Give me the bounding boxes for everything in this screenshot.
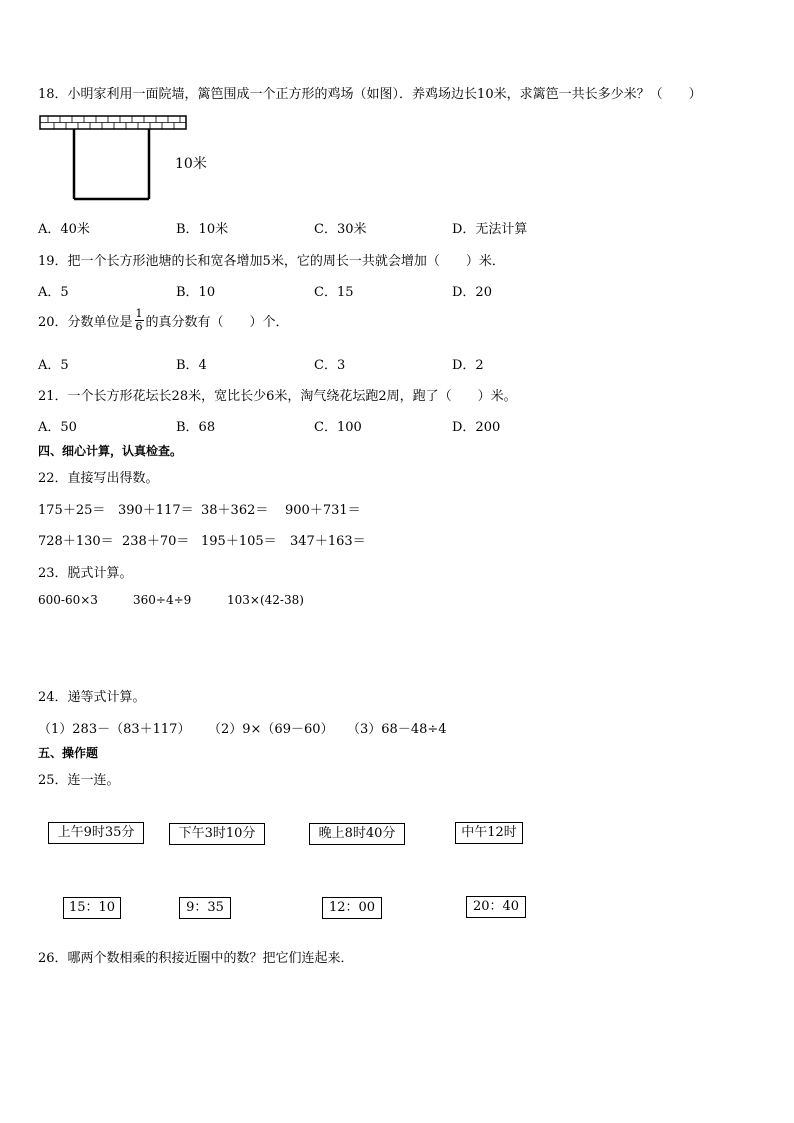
q25-bottom-box[interactable]: 15：10 — [63, 897, 121, 919]
q22-item: 728＋130＝ — [38, 534, 114, 549]
q21-option-b[interactable]: B．68 — [176, 420, 216, 435]
q25-top-box[interactable]: 晚上8时40分 — [309, 823, 405, 845]
q23-item: 360÷4÷9 — [133, 593, 192, 607]
q18-option-a[interactable]: A．40米 — [38, 222, 90, 237]
q25-bottom-box[interactable]: 9：35 — [179, 897, 231, 919]
q20-text-before: 20．分数单位是 — [38, 314, 133, 330]
q25-text: 25．连一连。 — [38, 773, 120, 788]
q24-item: （2）9×（69－60） — [208, 722, 334, 737]
q25-bottom-box[interactable]: 12：00 — [322, 897, 382, 919]
q23-item: 103×(42-38) — [227, 593, 304, 607]
q18-option-c[interactable]: C．30米 — [314, 222, 367, 237]
q22-item: 195＋105＝ — [201, 534, 277, 549]
q22-item: 900＋731＝ — [285, 503, 361, 518]
q22-item: 175＋25＝ — [38, 503, 106, 518]
q19-option-d[interactable]: D．20 — [452, 285, 492, 300]
q19-text: 19．把一个长方形池塘的长和宽各增加5米，它的周长一共就会增加（ ）米． — [38, 254, 505, 269]
q21-option-a[interactable]: A．50 — [38, 420, 77, 435]
q18-figure-label: 10米 — [175, 156, 207, 172]
q20-option-c[interactable]: C．3 — [314, 358, 346, 373]
q24-item: （3）68－48÷4 — [347, 722, 447, 737]
q22-item: 390＋117＝ — [118, 503, 194, 518]
q18-option-b[interactable]: B．10米 — [176, 222, 229, 237]
q20-fraction — [135, 308, 144, 332]
fence-lines — [74, 129, 149, 199]
q22-item: 38＋362＝ — [201, 503, 269, 518]
section-4-title: 四、细心计算，认真检查。 — [38, 444, 183, 458]
q20-text-after: 的真分数有（ ）个． — [145, 314, 289, 330]
q19-option-a[interactable]: A．5 — [38, 285, 69, 300]
q18-figure — [38, 114, 188, 206]
q18-text: 18．小明家利用一面院墙，篱笆围成一个正方形的鸡场（如图）．养鸡场边长10米，求篱笆一共长多少米？（ ） — [38, 87, 702, 102]
q18-option-d[interactable]: D．无法计算 — [452, 222, 528, 237]
q23-item: 600-60×3 — [38, 593, 98, 607]
q23-text: 23．脱式计算。 — [38, 566, 133, 581]
q25-top-box[interactable]: 中午12时 — [455, 822, 523, 844]
section-5-title: 五、操作题 — [38, 746, 99, 760]
q20-option-b[interactable]: B．4 — [176, 358, 207, 373]
q22-item: 347＋163＝ — [290, 534, 366, 549]
q20-text — [38, 308, 289, 332]
q21-text: 21．一个长方形花坛长28米，宽比长少6米，淘气绕花坛跑2周，跑了（ ）米。 — [38, 389, 517, 404]
q19-option-b[interactable]: B．10 — [176, 285, 216, 300]
q25-top-box[interactable]: 下午3时10分 — [169, 823, 265, 845]
q21-option-c[interactable]: C．100 — [314, 420, 362, 435]
q21-option-d[interactable]: D．200 — [452, 420, 501, 435]
q20-option-a[interactable]: A．5 — [38, 358, 69, 373]
q25-top-box[interactable]: 上午9时35分 — [48, 822, 144, 844]
q25-bottom-box[interactable]: 20：40 — [466, 896, 526, 918]
q20-fraction-numerator: 1 — [135, 307, 143, 320]
q20-fraction-denominator: 6 — [135, 319, 143, 333]
q22-text: 22．直接写出得数。 — [38, 471, 159, 486]
q24-text: 24．递等式计算。 — [38, 690, 146, 705]
q19-option-c[interactable]: C．15 — [314, 285, 354, 300]
wall-icon — [40, 116, 186, 129]
q24-item: （1）283－（83＋117） — [38, 722, 191, 737]
q26-text: 26．哪两个数相乘的积接近圈中的数？把它们连起来． — [38, 951, 354, 966]
q20-option-d[interactable]: D．2 — [452, 358, 484, 373]
q22-item: 238＋70＝ — [122, 534, 190, 549]
